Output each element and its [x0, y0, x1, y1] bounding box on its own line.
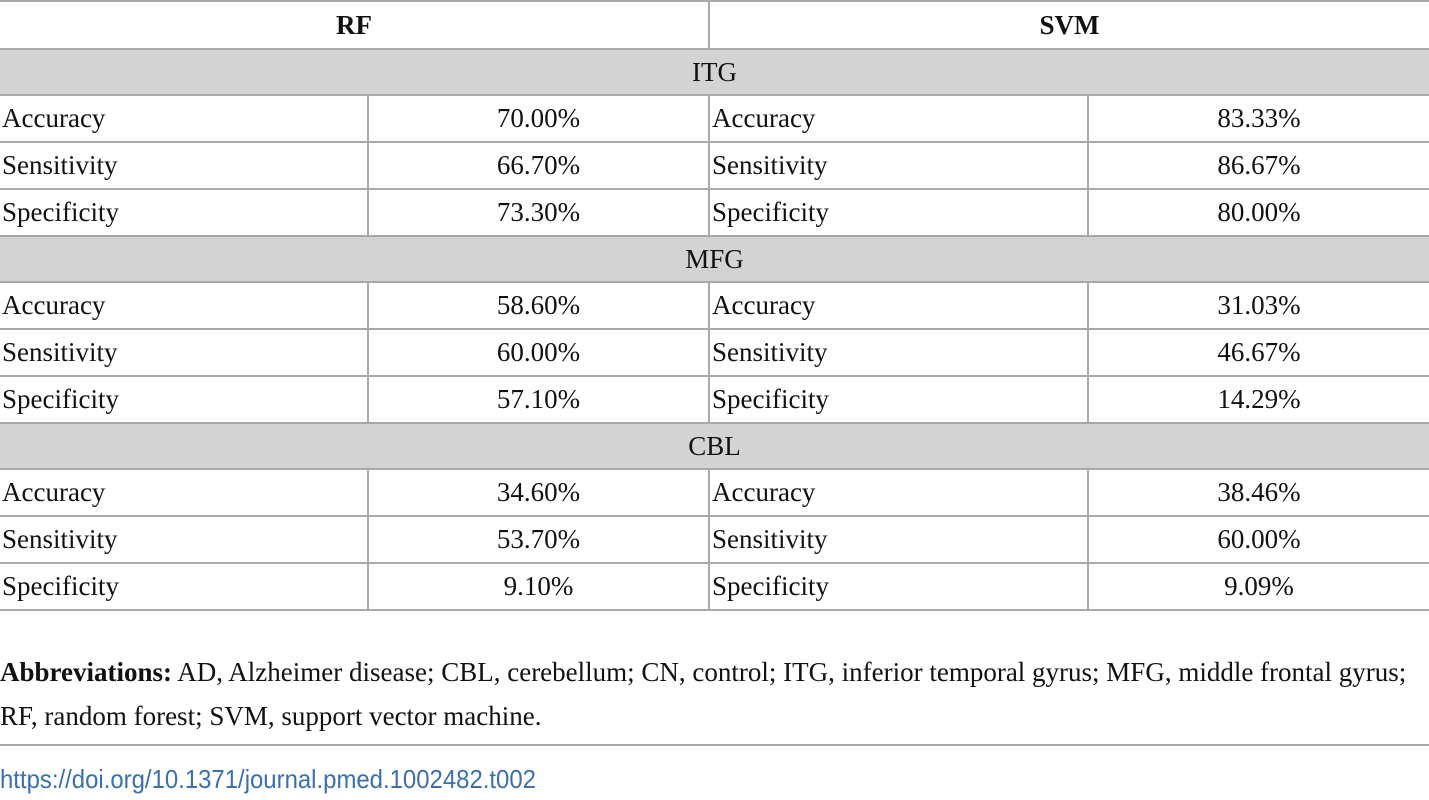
section-label: MFG — [0, 236, 1429, 282]
svm-metric-cell: Accuracy — [709, 282, 1088, 329]
table-row — [0, 516, 1429, 563]
table-row — [0, 329, 1429, 376]
table-row — [0, 142, 1429, 189]
rf-metric-cell: Sensitivity — [0, 142, 368, 189]
svm-value-cell: 14.29% — [1088, 376, 1429, 423]
table-row — [0, 563, 1429, 610]
svm-value-cell: 46.67% — [1088, 329, 1429, 376]
rf-value-cell: 70.00% — [368, 95, 709, 142]
svm-value-cell: 80.00% — [1088, 189, 1429, 236]
rf-metric-cell: Accuracy — [0, 95, 368, 142]
rf-value-cell: 53.70% — [368, 516, 709, 563]
abbreviations-text: AD, Alzheimer disease; CBL, cerebellum; CN, control; ITG, inferior temporal gyrus; MFG, middle frontal gyrus; RF, random forest; SVM, support vector machine. — [0, 657, 1407, 731]
column-header-rf: RF — [0, 1, 709, 49]
svm-value-cell: 38.46% — [1088, 469, 1429, 516]
section-row-cbl — [0, 423, 1429, 469]
table-row — [0, 189, 1429, 236]
rf-value-cell: 58.60% — [368, 282, 709, 329]
table-body — [0, 49, 1429, 610]
column-header-svm: SVM — [709, 1, 1429, 49]
rf-metric-cell: Specificity — [0, 563, 368, 610]
rf-value-cell: 66.70% — [368, 142, 709, 189]
rf-metric-cell: Accuracy — [0, 282, 368, 329]
rf-metric-cell: Accuracy — [0, 469, 368, 516]
section-row-mfg — [0, 236, 1429, 282]
svm-metric-cell: Sensitivity — [709, 329, 1088, 376]
footer-divider — [0, 744, 1429, 746]
rf-value-cell: 34.60% — [368, 469, 709, 516]
rf-value-cell: 57.10% — [368, 376, 709, 423]
rf-value-cell: 73.30% — [368, 189, 709, 236]
svm-metric-cell: Specificity — [709, 376, 1088, 423]
table-row — [0, 376, 1429, 423]
table-row — [0, 95, 1429, 142]
doi-link[interactable]: https://doi.org/10.1371/journal.pmed.1002482.t002 — [0, 764, 536, 794]
svm-value-cell: 83.33% — [1088, 95, 1429, 142]
rf-metric-cell: Sensitivity — [0, 329, 368, 376]
rf-metric-cell: Sensitivity — [0, 516, 368, 563]
svm-metric-cell: Accuracy — [709, 95, 1088, 142]
svm-metric-cell: Sensitivity — [709, 516, 1088, 563]
svm-metric-cell: Sensitivity — [709, 142, 1088, 189]
abbreviations-footnote — [0, 650, 1420, 738]
table-row — [0, 469, 1429, 516]
svm-value-cell: 31.03% — [1088, 282, 1429, 329]
svm-value-cell: 86.67% — [1088, 142, 1429, 189]
svm-value-cell: 60.00% — [1088, 516, 1429, 563]
abbreviations-label: Abbreviations: — [0, 657, 173, 687]
rf-value-cell: 9.10% — [368, 563, 709, 610]
svm-metric-cell: Specificity — [709, 563, 1088, 610]
header-row — [0, 1, 1429, 49]
section-row-itg — [0, 49, 1429, 95]
rf-metric-cell: Specificity — [0, 189, 368, 236]
svm-metric-cell: Accuracy — [709, 469, 1088, 516]
section-label: CBL — [0, 423, 1429, 469]
section-label: ITG — [0, 49, 1429, 95]
rf-value-cell: 60.00% — [368, 329, 709, 376]
svm-value-cell: 9.09% — [1088, 563, 1429, 610]
table-row — [0, 282, 1429, 329]
rf-metric-cell: Specificity — [0, 376, 368, 423]
svm-metric-cell: Specificity — [709, 189, 1088, 236]
